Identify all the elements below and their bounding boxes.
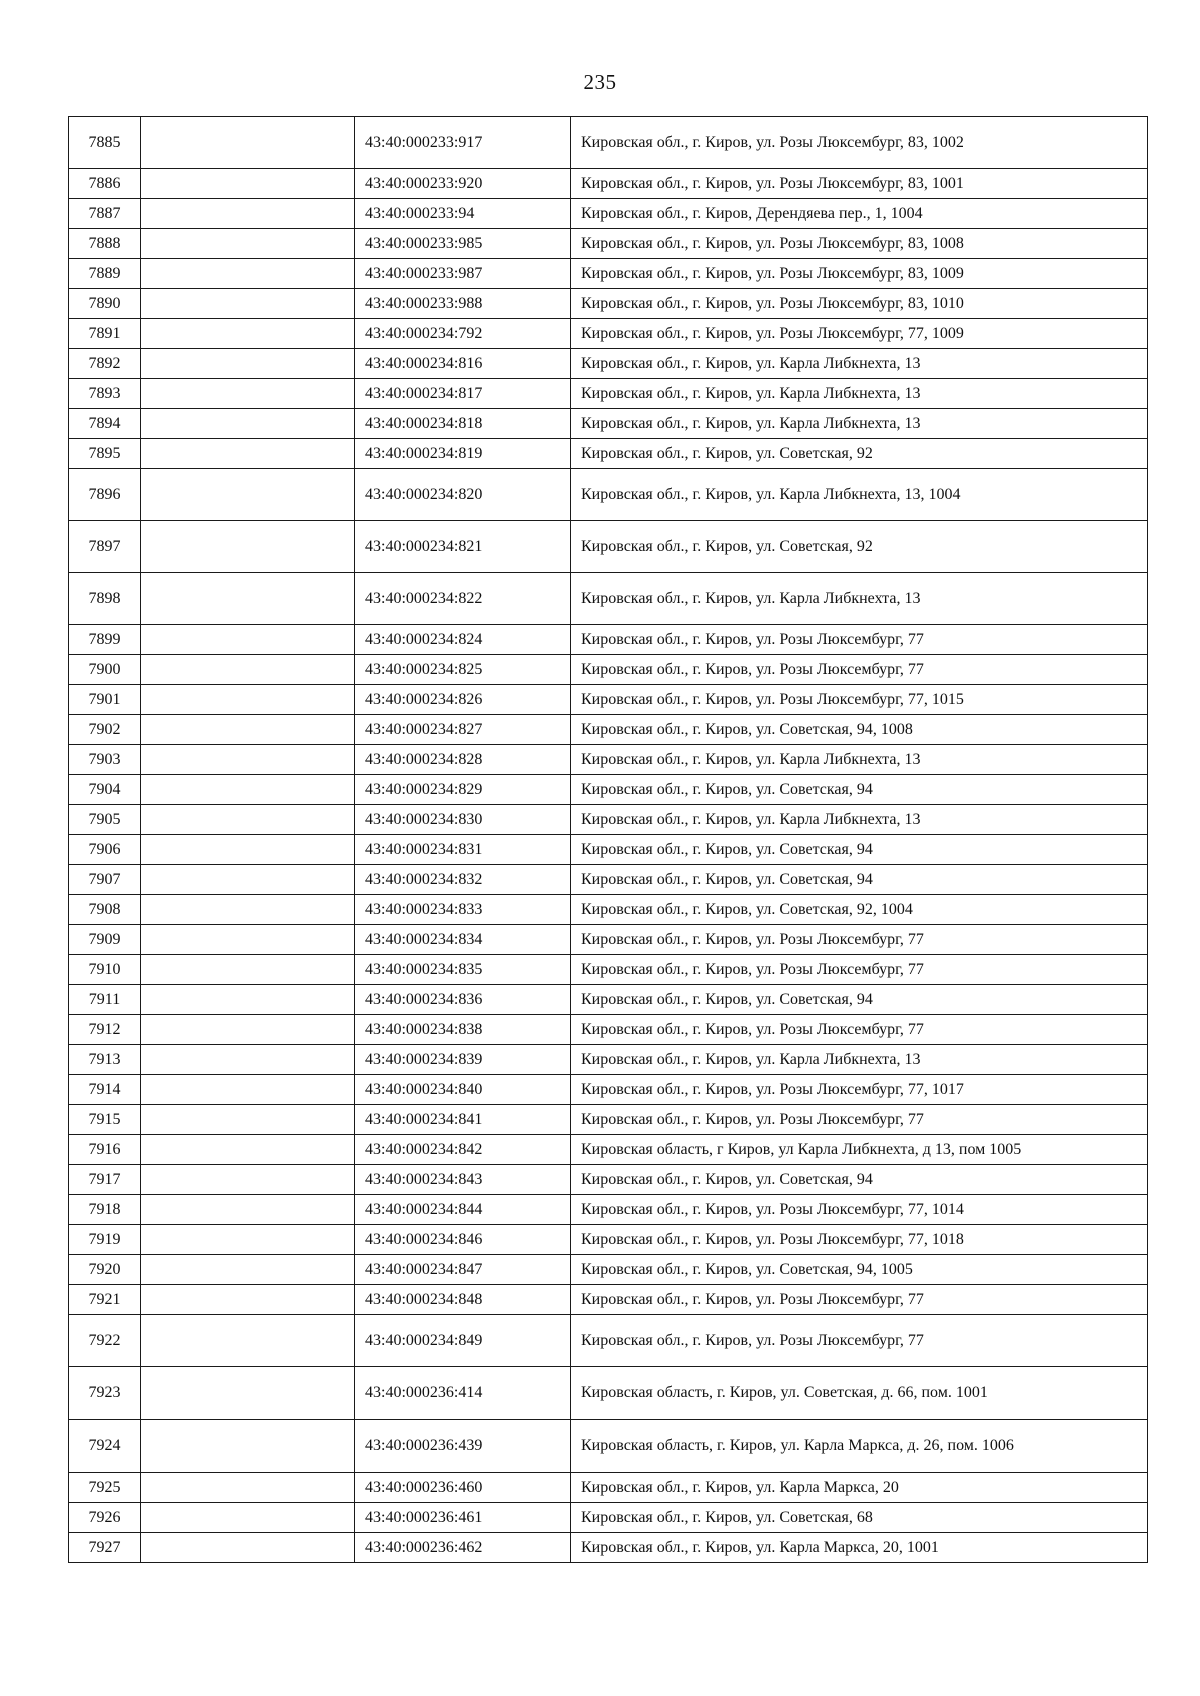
cadastral-number-cell: 43:40:000236:439: [355, 1420, 571, 1473]
table-row: [69, 1225, 1148, 1255]
blank-cell: [141, 835, 355, 865]
table-row: [69, 439, 1148, 469]
row-number-cell: 7903: [69, 745, 141, 775]
cadastral-number-cell: 43:40:000234:818: [355, 409, 571, 439]
address-cell: Кировская обл., г. Киров, ул. Советская, 94: [571, 865, 1148, 895]
blank-cell: [141, 895, 355, 925]
table-row: [69, 955, 1148, 985]
cadastral-number-cell: 43:40:000234:821: [355, 521, 571, 573]
cadastral-number-cell: 43:40:000234:822: [355, 573, 571, 625]
blank-cell: [141, 1195, 355, 1225]
blank-cell: [141, 469, 355, 521]
table-row: [69, 625, 1148, 655]
table-row: [69, 169, 1148, 199]
row-number-cell: 7895: [69, 439, 141, 469]
table-row: [69, 745, 1148, 775]
address-cell: Кировская обл., г. Киров, ул. Розы Люксембург, 77: [571, 1015, 1148, 1045]
table-row: [69, 117, 1148, 169]
address-cell: Кировская обл., г. Киров, ул. Советская, 94, 1005: [571, 1255, 1148, 1285]
blank-cell: [141, 409, 355, 439]
address-cell: Кировская обл., г. Киров, ул. Розы Люксембург, 77: [571, 1315, 1148, 1367]
cadastral-number-cell: 43:40:000233:987: [355, 259, 571, 289]
blank-cell: [141, 229, 355, 259]
address-cell: Кировская обл., г. Киров, ул. Розы Люксембург, 77, 1014: [571, 1195, 1148, 1225]
table-row: [69, 715, 1148, 745]
blank-cell: [141, 655, 355, 685]
address-cell: Кировская обл., г. Киров, ул. Розы Люксембург, 77, 1009: [571, 319, 1148, 349]
address-cell: Кировская обл., г. Киров, ул. Розы Люксембург, 77: [571, 1285, 1148, 1315]
address-cell: Кировская обл., г. Киров, ул. Розы Люксембург, 77, 1018: [571, 1225, 1148, 1255]
row-number-cell: 7893: [69, 379, 141, 409]
cadastral-number-cell: 43:40:000233:917: [355, 117, 571, 169]
table-row: [69, 865, 1148, 895]
row-number-cell: 7923: [69, 1367, 141, 1420]
row-number-cell: 7890: [69, 289, 141, 319]
row-number-cell: 7904: [69, 775, 141, 805]
cadastral-number-cell: 43:40:000234:829: [355, 775, 571, 805]
table-row: [69, 349, 1148, 379]
row-number-cell: 7899: [69, 625, 141, 655]
blank-cell: [141, 169, 355, 199]
cadastral-number-cell: 43:40:000234:833: [355, 895, 571, 925]
address-cell: Кировская обл., г. Киров, ул. Советская, 94: [571, 775, 1148, 805]
cadastral-number-cell: 43:40:000236:461: [355, 1503, 571, 1533]
blank-cell: [141, 1075, 355, 1105]
address-cell: Кировская обл., г. Киров, ул. Карла Либкнехта, 13: [571, 349, 1148, 379]
cadastral-number-cell: 43:40:000236:462: [355, 1533, 571, 1563]
table-row: [69, 379, 1148, 409]
row-number-cell: 7897: [69, 521, 141, 573]
table-row: [69, 1285, 1148, 1315]
cadastral-number-cell: 43:40:000234:816: [355, 349, 571, 379]
address-cell: Кировская обл., г. Киров, ул. Советская, 94: [571, 835, 1148, 865]
cadastral-number-cell: 43:40:000236:414: [355, 1367, 571, 1420]
row-number-cell: 7911: [69, 985, 141, 1015]
blank-cell: [141, 625, 355, 655]
blank-cell: [141, 319, 355, 349]
blank-cell: [141, 1315, 355, 1367]
blank-cell: [141, 1420, 355, 1473]
blank-cell: [141, 715, 355, 745]
table-row: [69, 1195, 1148, 1225]
row-number-cell: 7927: [69, 1533, 141, 1563]
address-cell: Кировская обл., г. Киров, ул. Розы Люксембург, 77, 1017: [571, 1075, 1148, 1105]
table-row: [69, 1420, 1148, 1473]
address-cell: Кировская обл., г. Киров, ул. Карла Либкнехта, 13: [571, 745, 1148, 775]
row-number-cell: 7885: [69, 117, 141, 169]
row-number-cell: 7906: [69, 835, 141, 865]
cadastral-number-cell: 43:40:000234:846: [355, 1225, 571, 1255]
blank-cell: [141, 1367, 355, 1420]
blank-cell: [141, 573, 355, 625]
cadastral-number-cell: 43:40:000233:94: [355, 199, 571, 229]
table-row: [69, 1503, 1148, 1533]
table-row: [69, 199, 1148, 229]
table-row: [69, 573, 1148, 625]
address-cell: Кировская обл., г. Киров, ул. Карла Маркса, 20: [571, 1473, 1148, 1503]
row-number-cell: 7908: [69, 895, 141, 925]
address-cell: Кировская область, г. Киров, ул. Советская, д. 66, пом. 1001: [571, 1367, 1148, 1420]
blank-cell: [141, 199, 355, 229]
row-number-cell: 7926: [69, 1503, 141, 1533]
blank-cell: [141, 745, 355, 775]
cadastral-number-cell: 43:40:000234:835: [355, 955, 571, 985]
address-cell: Кировская обл., г. Киров, ул. Карла Либкнехта, 13: [571, 409, 1148, 439]
table-row: [69, 685, 1148, 715]
blank-cell: [141, 685, 355, 715]
row-number-cell: 7902: [69, 715, 141, 745]
address-cell: Кировская обл., г. Киров, ул. Советская, 92: [571, 439, 1148, 469]
address-cell: Кировская обл., г. Киров, ул. Розы Люксембург, 77: [571, 625, 1148, 655]
cadastral-number-cell: 43:40:000234:832: [355, 865, 571, 895]
row-number-cell: 7894: [69, 409, 141, 439]
table-row: [69, 1045, 1148, 1075]
table-row: [69, 1473, 1148, 1503]
table-row: [69, 409, 1148, 439]
blank-cell: [141, 1255, 355, 1285]
blank-cell: [141, 925, 355, 955]
cadastral-number-cell: 43:40:000234:827: [355, 715, 571, 745]
cadastral-number-cell: 43:40:000234:842: [355, 1135, 571, 1165]
blank-cell: [141, 775, 355, 805]
blank-cell: [141, 521, 355, 573]
table-row: [69, 895, 1148, 925]
address-cell: Кировская обл., г. Киров, ул. Розы Люксембург, 83, 1010: [571, 289, 1148, 319]
blank-cell: [141, 259, 355, 289]
cadastral-number-cell: 43:40:000234:848: [355, 1285, 571, 1315]
row-number-cell: 7918: [69, 1195, 141, 1225]
row-number-cell: 7921: [69, 1285, 141, 1315]
table-row: [69, 835, 1148, 865]
table-row: [69, 1105, 1148, 1135]
cadastral-number-cell: 43:40:000234:844: [355, 1195, 571, 1225]
address-cell: Кировская обл., г. Киров, ул. Советская, 94, 1008: [571, 715, 1148, 745]
row-number-cell: 7898: [69, 573, 141, 625]
cadastral-number-cell: 43:40:000234:830: [355, 805, 571, 835]
cadastral-number-cell: 43:40:000234:841: [355, 1105, 571, 1135]
blank-cell: [141, 955, 355, 985]
row-number-cell: 7925: [69, 1473, 141, 1503]
table-row: [69, 229, 1148, 259]
address-cell: Кировская обл., г. Киров, ул. Розы Люксембург, 77: [571, 925, 1148, 955]
row-number-cell: 7915: [69, 1105, 141, 1135]
address-cell: Кировская обл., г. Киров, ул. Карла Либкнехта, 13: [571, 805, 1148, 835]
row-number-cell: 7913: [69, 1045, 141, 1075]
row-number-cell: 7905: [69, 805, 141, 835]
blank-cell: [141, 1045, 355, 1075]
row-number-cell: 7922: [69, 1315, 141, 1367]
table-row: [69, 289, 1148, 319]
row-number-cell: 7917: [69, 1165, 141, 1195]
row-number-cell: 7920: [69, 1255, 141, 1285]
page-number: 235: [583, 70, 617, 94]
cadastral-number-cell: 43:40:000234:826: [355, 685, 571, 715]
address-cell: Кировская обл., г. Киров, ул. Советская, 94: [571, 1165, 1148, 1195]
table-row: [69, 259, 1148, 289]
address-cell: Кировская обл., г. Киров, ул. Розы Люксембург, 77, 1015: [571, 685, 1148, 715]
row-number-cell: 7919: [69, 1225, 141, 1255]
registry-body: [69, 117, 1148, 1563]
registry-table: [68, 116, 1148, 1563]
cadastral-number-cell: 43:40:000234:792: [355, 319, 571, 349]
cadastral-number-cell: 43:40:000234:834: [355, 925, 571, 955]
table-row: [69, 1255, 1148, 1285]
row-number-cell: 7888: [69, 229, 141, 259]
row-number-cell: 7887: [69, 199, 141, 229]
row-number-cell: 7912: [69, 1015, 141, 1045]
row-number-cell: 7909: [69, 925, 141, 955]
address-cell: Кировская обл., г. Киров, ул. Розы Люксембург, 77: [571, 1105, 1148, 1135]
table-row: [69, 1315, 1148, 1367]
cadastral-number-cell: 43:40:000234:819: [355, 439, 571, 469]
row-number-cell: 7889: [69, 259, 141, 289]
address-cell: Кировская обл., г. Киров, ул. Карла Либкнехта, 13: [571, 379, 1148, 409]
table-row: [69, 1135, 1148, 1165]
table-row: [69, 319, 1148, 349]
row-number-cell: 7896: [69, 469, 141, 521]
blank-cell: [141, 1105, 355, 1135]
address-cell: Кировская область, г. Киров, ул. Карла Маркса, д. 26, пом. 1006: [571, 1420, 1148, 1473]
row-number-cell: 7910: [69, 955, 141, 985]
blank-cell: [141, 865, 355, 895]
table-row: [69, 1015, 1148, 1045]
table-row: [69, 521, 1148, 573]
blank-cell: [141, 1285, 355, 1315]
address-cell: Кировская область, г Киров, ул Карла Либкнехта, д 13, пом 1005: [571, 1135, 1148, 1165]
cadastral-number-cell: 43:40:000233:920: [355, 169, 571, 199]
cadastral-number-cell: 43:40:000233:985: [355, 229, 571, 259]
table-row: [69, 1165, 1148, 1195]
address-cell: Кировская обл., г. Киров, ул. Советская, 92: [571, 521, 1148, 573]
address-cell: Кировская обл., г. Киров, ул. Карла Маркса, 20, 1001: [571, 1533, 1148, 1563]
cadastral-number-cell: 43:40:000234:849: [355, 1315, 571, 1367]
blank-cell: [141, 1533, 355, 1563]
address-cell: Кировская обл., г. Киров, ул. Карла Либкнехта, 13: [571, 573, 1148, 625]
address-cell: Кировская обл., г. Киров, ул. Советская, 68: [571, 1503, 1148, 1533]
cadastral-number-cell: 43:40:000234:824: [355, 625, 571, 655]
blank-cell: [141, 117, 355, 169]
blank-cell: [141, 1473, 355, 1503]
blank-cell: [141, 349, 355, 379]
address-cell: Кировская обл., г. Киров, ул. Розы Люксембург, 83, 1009: [571, 259, 1148, 289]
cadastral-number-cell: 43:40:000234:820: [355, 469, 571, 521]
table-row: [69, 805, 1148, 835]
blank-cell: [141, 379, 355, 409]
row-number-cell: 7886: [69, 169, 141, 199]
table-row: [69, 1533, 1148, 1563]
address-cell: Кировская обл., г. Киров, ул. Розы Люксембург, 77: [571, 955, 1148, 985]
address-cell: Кировская обл., г. Киров, ул. Карла Либкнехта, 13: [571, 1045, 1148, 1075]
blank-cell: [141, 289, 355, 319]
row-number-cell: 7901: [69, 685, 141, 715]
address-cell: Кировская обл., г. Киров, ул. Розы Люксембург, 83, 1002: [571, 117, 1148, 169]
address-cell: Кировская обл., г. Киров, ул. Розы Люксембург, 83, 1008: [571, 229, 1148, 259]
row-number-cell: 7916: [69, 1135, 141, 1165]
blank-cell: [141, 1015, 355, 1045]
blank-cell: [141, 1165, 355, 1195]
address-cell: Кировская обл., г. Киров, ул. Карла Либкнехта, 13, 1004: [571, 469, 1148, 521]
address-cell: Кировская обл., г. Киров, ул. Советская, 94: [571, 985, 1148, 1015]
row-number-cell: 7924: [69, 1420, 141, 1473]
blank-cell: [141, 1135, 355, 1165]
row-number-cell: 7892: [69, 349, 141, 379]
table-row: [69, 775, 1148, 805]
address-cell: Кировская обл., г. Киров, ул. Розы Люксембург, 77: [571, 655, 1148, 685]
cadastral-number-cell: 43:40:000233:988: [355, 289, 571, 319]
cadastral-number-cell: 43:40:000234:838: [355, 1015, 571, 1045]
cadastral-number-cell: 43:40:000234:847: [355, 1255, 571, 1285]
row-number-cell: 7914: [69, 1075, 141, 1105]
blank-cell: [141, 805, 355, 835]
cadastral-number-cell: 43:40:000234:840: [355, 1075, 571, 1105]
address-cell: Кировская обл., г. Киров, Дерендяева пер., 1, 1004: [571, 199, 1148, 229]
blank-cell: [141, 439, 355, 469]
cadastral-number-cell: 43:40:000234:831: [355, 835, 571, 865]
blank-cell: [141, 1225, 355, 1255]
blank-cell: [141, 985, 355, 1015]
table-row: [69, 1075, 1148, 1105]
table-row: [69, 985, 1148, 1015]
table-row: [69, 925, 1148, 955]
row-number-cell: 7900: [69, 655, 141, 685]
table-row: [69, 655, 1148, 685]
cadastral-number-cell: 43:40:000234:836: [355, 985, 571, 1015]
cadastral-number-cell: 43:40:000234:817: [355, 379, 571, 409]
address-cell: Кировская обл., г. Киров, ул. Розы Люксембург, 83, 1001: [571, 169, 1148, 199]
row-number-cell: 7907: [69, 865, 141, 895]
address-cell: Кировская обл., г. Киров, ул. Советская, 92, 1004: [571, 895, 1148, 925]
table-row: [69, 1367, 1148, 1420]
cadastral-number-cell: 43:40:000234:825: [355, 655, 571, 685]
cadastral-number-cell: 43:40:000234:839: [355, 1045, 571, 1075]
row-number-cell: 7891: [69, 319, 141, 349]
table-row: [69, 469, 1148, 521]
blank-cell: [141, 1503, 355, 1533]
cadastral-number-cell: 43:40:000236:460: [355, 1473, 571, 1503]
cadastral-number-cell: 43:40:000234:828: [355, 745, 571, 775]
cadastral-number-cell: 43:40:000234:843: [355, 1165, 571, 1195]
